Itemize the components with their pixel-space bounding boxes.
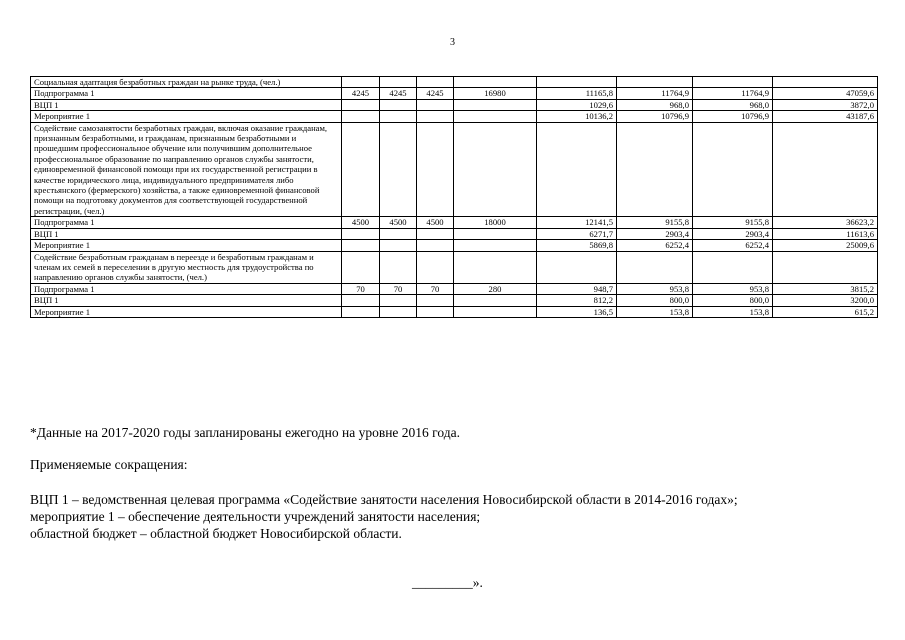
table-cell-c8: 615,2 <box>773 306 878 317</box>
empty-cell <box>537 122 617 217</box>
table-cell-c7: 6252,4 <box>693 240 773 251</box>
empty-cell <box>693 122 773 217</box>
empty-cell <box>693 251 773 283</box>
table-cell-c4 <box>454 306 537 317</box>
section-description-row <box>31 122 878 217</box>
empty-cell <box>693 77 773 88</box>
table-cell-c1 <box>342 228 380 239</box>
table-cell-c5: 136,5 <box>537 306 617 317</box>
table-cell-c1: 4245 <box>342 88 380 99</box>
table-cell-c4 <box>454 228 537 239</box>
table-cell-c4 <box>454 111 537 122</box>
table-cell-c7: 10796,9 <box>693 111 773 122</box>
table-cell-c1 <box>342 99 380 110</box>
empty-cell <box>454 77 537 88</box>
table-cell-c7: 153,8 <box>693 306 773 317</box>
table-cell-c6: 2903,4 <box>617 228 693 239</box>
table-cell-c6: 800,0 <box>617 295 693 306</box>
table-cell-c8: 11613,6 <box>773 228 878 239</box>
empty-cell <box>617 122 693 217</box>
table-body <box>31 77 878 318</box>
table-cell-c8: 25009,6 <box>773 240 878 251</box>
table-cell-c2 <box>380 240 417 251</box>
table-cell-c6: 10796,9 <box>617 111 693 122</box>
table-cell-c3 <box>417 295 454 306</box>
table-cell-c2 <box>380 295 417 306</box>
empty-cell <box>773 251 878 283</box>
table-cell-c7: 2903,4 <box>693 228 773 239</box>
table-cell-c3 <box>417 228 454 239</box>
empty-cell <box>380 251 417 283</box>
table-cell-c7: 9155,8 <box>693 217 773 228</box>
table-cell-c5: 6271,7 <box>537 228 617 239</box>
empty-cell <box>773 122 878 217</box>
table-cell-c1 <box>342 295 380 306</box>
row-label: Мероприятие 1 <box>31 240 342 251</box>
empty-cell <box>417 122 454 217</box>
section-description: Содействие самозанятости безработных граждан, включая оказание гражданам, признанным безработными, и гражданам, признанным безработными и прошедшим профессиональное обучение или получившим дополнительное профессиональное образование по направлению органов службы занятости, единовременной финансовой помощи при их государственной регистрации в качестве юридического лица, индивидуального предпринимателя либо крестьянского (фермерского) хозяйства, а также единовременной финансовой помощи на подготовку документов для соответствующей государственной регистрации, (чел.) <box>31 122 342 217</box>
table-cell-c1 <box>342 306 380 317</box>
row-label: ВЦП 1 <box>31 295 342 306</box>
section-description-row <box>31 251 878 283</box>
section-description-row <box>31 77 878 88</box>
table-cell-c4 <box>454 99 537 110</box>
table-cell-c6: 968,0 <box>617 99 693 110</box>
table-cell-c5: 948,7 <box>537 283 617 294</box>
table-cell-c3: 4245 <box>417 88 454 99</box>
table-cell-c2: 4500 <box>380 217 417 228</box>
table-cell-c5: 11165,8 <box>537 88 617 99</box>
table-cell-c8: 3200,0 <box>773 295 878 306</box>
empty-cell <box>380 122 417 217</box>
table-cell-c8: 43187,6 <box>773 111 878 122</box>
section-description: Социальная адаптация безработных граждан на рынке труда, (чел.) <box>31 77 342 88</box>
table-cell-c4: 16980 <box>454 88 537 99</box>
row-label: Мероприятие 1 <box>31 111 342 122</box>
table-row <box>31 306 878 317</box>
table-cell-c6: 9155,8 <box>617 217 693 228</box>
table-cell-c2 <box>380 111 417 122</box>
table-cell-c2 <box>380 306 417 317</box>
table-cell-c4: 18000 <box>454 217 537 228</box>
abbreviations-title: Применяемые сокращения: <box>30 457 188 472</box>
empty-cell <box>537 251 617 283</box>
row-label: Подпрограмма 1 <box>31 217 342 228</box>
funding-table <box>30 76 878 318</box>
row-label: ВЦП 1 <box>31 99 342 110</box>
empty-cell <box>537 77 617 88</box>
empty-cell <box>380 77 417 88</box>
section-description: Содействие безработным гражданам в переезде и безработным гражданам и членам их семей в переселении в другую местность для трудоустройства по направлению органов службы занятости, (чел.) <box>31 251 342 283</box>
table-cell-c5: 5869,8 <box>537 240 617 251</box>
table-cell-c4 <box>454 295 537 306</box>
table-row <box>31 283 878 294</box>
empty-cell <box>342 251 380 283</box>
table-cell-c8: 47059,6 <box>773 88 878 99</box>
table-cell-c1 <box>342 111 380 122</box>
table-cell-c8: 36623,2 <box>773 217 878 228</box>
page-number: 3 <box>450 37 455 48</box>
table-cell-c3 <box>417 111 454 122</box>
empty-cell <box>773 77 878 88</box>
empty-cell <box>617 77 693 88</box>
empty-cell <box>342 77 380 88</box>
table-cell-c2: 70 <box>380 283 417 294</box>
empty-cell <box>617 251 693 283</box>
empty-cell <box>417 251 454 283</box>
table-cell-c6: 11764,9 <box>617 88 693 99</box>
table-cell-c6: 953,8 <box>617 283 693 294</box>
table-cell-c2: 4245 <box>380 88 417 99</box>
table-cell-c3 <box>417 240 454 251</box>
table-row <box>31 295 878 306</box>
table-row <box>31 111 878 122</box>
table-cell-c3: 4500 <box>417 217 454 228</box>
table-cell-c1: 4500 <box>342 217 380 228</box>
row-label: Подпрограмма 1 <box>31 283 342 294</box>
row-label: ВЦП 1 <box>31 228 342 239</box>
table-cell-c7: 968,0 <box>693 99 773 110</box>
table-cell-c6: 153,8 <box>617 306 693 317</box>
table-cell-c2 <box>380 99 417 110</box>
footnote: *Данные на 2017-2020 годы запланированы ежегодно на уровне 2016 года. <box>30 425 460 440</box>
table-cell-c5: 10136,2 <box>537 111 617 122</box>
table-cell-c5: 812,2 <box>537 295 617 306</box>
table-cell-c1 <box>342 240 380 251</box>
table-row <box>31 228 878 239</box>
table-cell-c7: 11764,9 <box>693 88 773 99</box>
table-row <box>31 99 878 110</box>
table-cell-c3 <box>417 306 454 317</box>
table-cell-c2 <box>380 228 417 239</box>
empty-cell <box>454 251 537 283</box>
table-cell-c4 <box>454 240 537 251</box>
empty-cell <box>454 122 537 217</box>
closing-mark: _________». <box>412 575 483 590</box>
abbreviations-list <box>30 491 738 542</box>
abbreviation-item: областной бюджет – областной бюджет Новосибирской области. <box>30 526 402 541</box>
table-cell-c8: 3872,0 <box>773 99 878 110</box>
row-label: Подпрограмма 1 <box>31 88 342 99</box>
abbreviation-item: мероприятие 1 – обеспечение деятельности учреждений занятости населения; <box>30 509 481 524</box>
table-cell-c8: 3815,2 <box>773 283 878 294</box>
table-row <box>31 217 878 228</box>
table-cell-c6: 6252,4 <box>617 240 693 251</box>
table-row <box>31 240 878 251</box>
table-cell-c5: 1029,6 <box>537 99 617 110</box>
empty-cell <box>342 122 380 217</box>
empty-cell <box>417 77 454 88</box>
table-row <box>31 88 878 99</box>
table-cell-c5: 12141,5 <box>537 217 617 228</box>
table-cell-c7: 800,0 <box>693 295 773 306</box>
abbreviation-item: ВЦП 1 – ведомственная целевая программа «Содействие занятости населения Новосибирской области в 2014-2016 годах»; <box>30 492 738 507</box>
table-cell-c3 <box>417 99 454 110</box>
table-cell-c4: 280 <box>454 283 537 294</box>
table-cell-c7: 953,8 <box>693 283 773 294</box>
row-label: Мероприятие 1 <box>31 306 342 317</box>
table-cell-c1: 70 <box>342 283 380 294</box>
table-cell-c3: 70 <box>417 283 454 294</box>
